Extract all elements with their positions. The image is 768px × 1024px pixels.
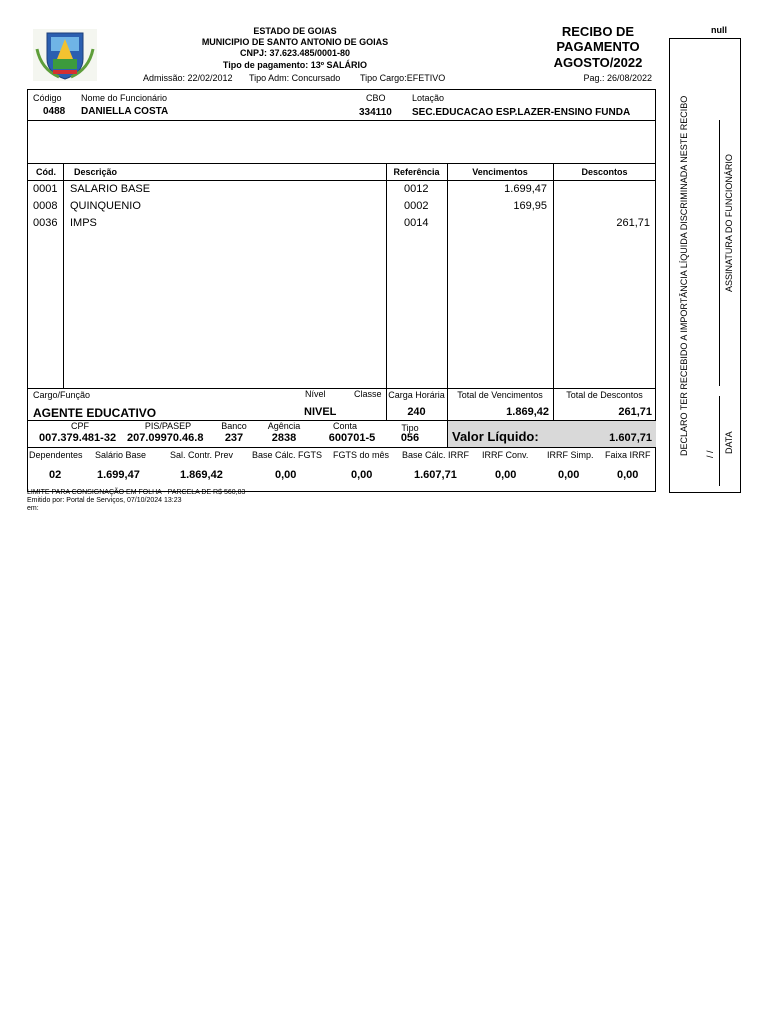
base-label: IRRF Conv. (482, 450, 529, 460)
row-earn: 169,95 (513, 200, 547, 212)
cpf-value: 007.379.481-32 (39, 432, 117, 444)
bank-label: Banco (221, 421, 247, 431)
bank-value: 237 (224, 432, 244, 444)
row-code: 0008 (33, 200, 58, 212)
base-value: 0,00 (351, 469, 373, 481)
row-desc: SALARIO BASE (70, 183, 151, 195)
row-desc: IMPS (70, 217, 97, 229)
row-disc: 261,71 (616, 217, 650, 229)
row-ref: 0012 (404, 183, 429, 195)
pis-label: PIS/PASEP (144, 421, 192, 431)
page-date: Pag.: 26/08/2022 (583, 73, 652, 83)
receipt-period: AGOSTO/2022 (553, 55, 643, 70)
state-name: ESTADO DE GOIAS (253, 26, 337, 36)
base-value: 1.699,47 (97, 469, 140, 481)
row-earn: 1.699,47 (504, 183, 547, 195)
footer-limit: LIMITE PARA CONSIGNAÇÃO EM FOLHA - PARCELA DE R$ 560,83 (27, 489, 246, 496)
admission-date: Admissão: 22/02/2012 (143, 73, 233, 83)
position-type: Tipo Cargo:EFETIVO (360, 73, 446, 83)
row-ref: 0002 (404, 200, 429, 212)
base-value: 1.869,42 (180, 469, 223, 481)
base-value: 0,00 (558, 469, 580, 481)
name-label: Nome do Funcionário (81, 93, 168, 103)
row-code: 0001 (33, 183, 58, 195)
col-code-header: Cód. (36, 167, 56, 177)
base-label: Base Cálc. IRRF (402, 450, 470, 460)
base-label: Salário Base (95, 450, 147, 460)
cnpj: CNPJ: 37.623.485/0001-80 (239, 48, 351, 58)
payment-type: Tipo de pagamento: 13º SALÁRIO (222, 60, 368, 70)
type-label: Tipo (401, 423, 419, 433)
employee-location: SEC.EDUCACAO ESP.LAZER-ENSINO FUNDA (412, 107, 631, 118)
code-label: Código (33, 93, 62, 103)
admission-type: Tipo Adm: Concursado (249, 73, 341, 83)
agency-value: 2838 (271, 432, 297, 444)
footer-em: em: (27, 505, 39, 512)
base-value: 0,00 (617, 469, 639, 481)
class-label: Classe (354, 389, 382, 399)
agency-label: Agência (267, 421, 301, 431)
total-earn-label: Total de Vencimentos (457, 390, 543, 400)
base-label: Base Cálc. FGTS (252, 450, 323, 460)
pis-value: 207.09970.46.8 (127, 432, 204, 444)
col-earn-header: Vencimentos (472, 167, 528, 177)
net-label: Valor Líquido: (452, 429, 539, 444)
net-value: 1.607,71 (609, 432, 652, 444)
cbo-label: CBO (366, 93, 386, 103)
municipal-logo (33, 29, 97, 81)
base-label: Sal. Contr. Prev (170, 450, 234, 460)
hours-value: 240 (407, 406, 426, 418)
base-value: 1.607,71 (414, 469, 457, 481)
employee-name: DANIELLA COSTA (81, 106, 169, 117)
base-label: FGTS do mês (333, 450, 390, 460)
receipt-title-1: RECIBO DE (561, 24, 635, 39)
base-label: IRRF Simp. (547, 450, 594, 460)
declaration-text: DECLARO TER RECEBIDO A IMPORTÂNCIA LÍQUIDA DISCRIMINADA NESTE RECIBO (679, 95, 689, 456)
employee-cbo: 334110 (359, 107, 392, 118)
type-value: 056 (400, 432, 420, 444)
employee-code: 0488 (43, 106, 66, 117)
footer-issued: Emitido por: Portal de Serviços, 07/10/2024 13:23 (27, 497, 182, 504)
account-value: 600701-5 (328, 432, 376, 444)
base-value: 02 (49, 469, 62, 481)
col-disc-header: Descontos (581, 167, 628, 177)
base-value: 0,00 (495, 469, 517, 481)
null-label: null (711, 25, 727, 35)
location-label: Lotação (412, 93, 445, 103)
total-disc-value: 261,71 (618, 406, 652, 418)
level-label: Nível (305, 389, 326, 399)
date-slashes: / / (705, 450, 715, 458)
role-value: AGENTE EDUCATIVO (33, 406, 157, 420)
total-disc-label: Total de Descontos (566, 390, 643, 400)
col-desc-header: Descrição (74, 167, 118, 177)
level-value: NIVEL (304, 406, 337, 418)
account-label: Conta (332, 421, 358, 431)
row-ref: 0014 (404, 217, 429, 229)
base-label: Faixa IRRF (605, 450, 651, 460)
signature-label: ASSINATURA DO FUNCIONÁRIO (724, 154, 734, 292)
col-ref-header: Referência (393, 167, 440, 177)
role-label: Cargo/Função (33, 390, 91, 400)
receipt-title-2: PAGAMENTO (556, 39, 640, 54)
row-desc: QUINQUENIO (70, 200, 141, 212)
row-code: 0036 (33, 217, 58, 229)
base-value: 0,00 (275, 469, 297, 481)
cpf-label: CPF (71, 421, 89, 431)
municipality-name: MUNICIPIO DE SANTO ANTONIO DE GOIAS (201, 37, 389, 47)
date-label: DATA (724, 431, 734, 454)
hours-label: Carga Horária (388, 390, 445, 400)
total-earn-value: 1.869,42 (506, 406, 549, 418)
base-label: Dependentes (29, 450, 83, 460)
